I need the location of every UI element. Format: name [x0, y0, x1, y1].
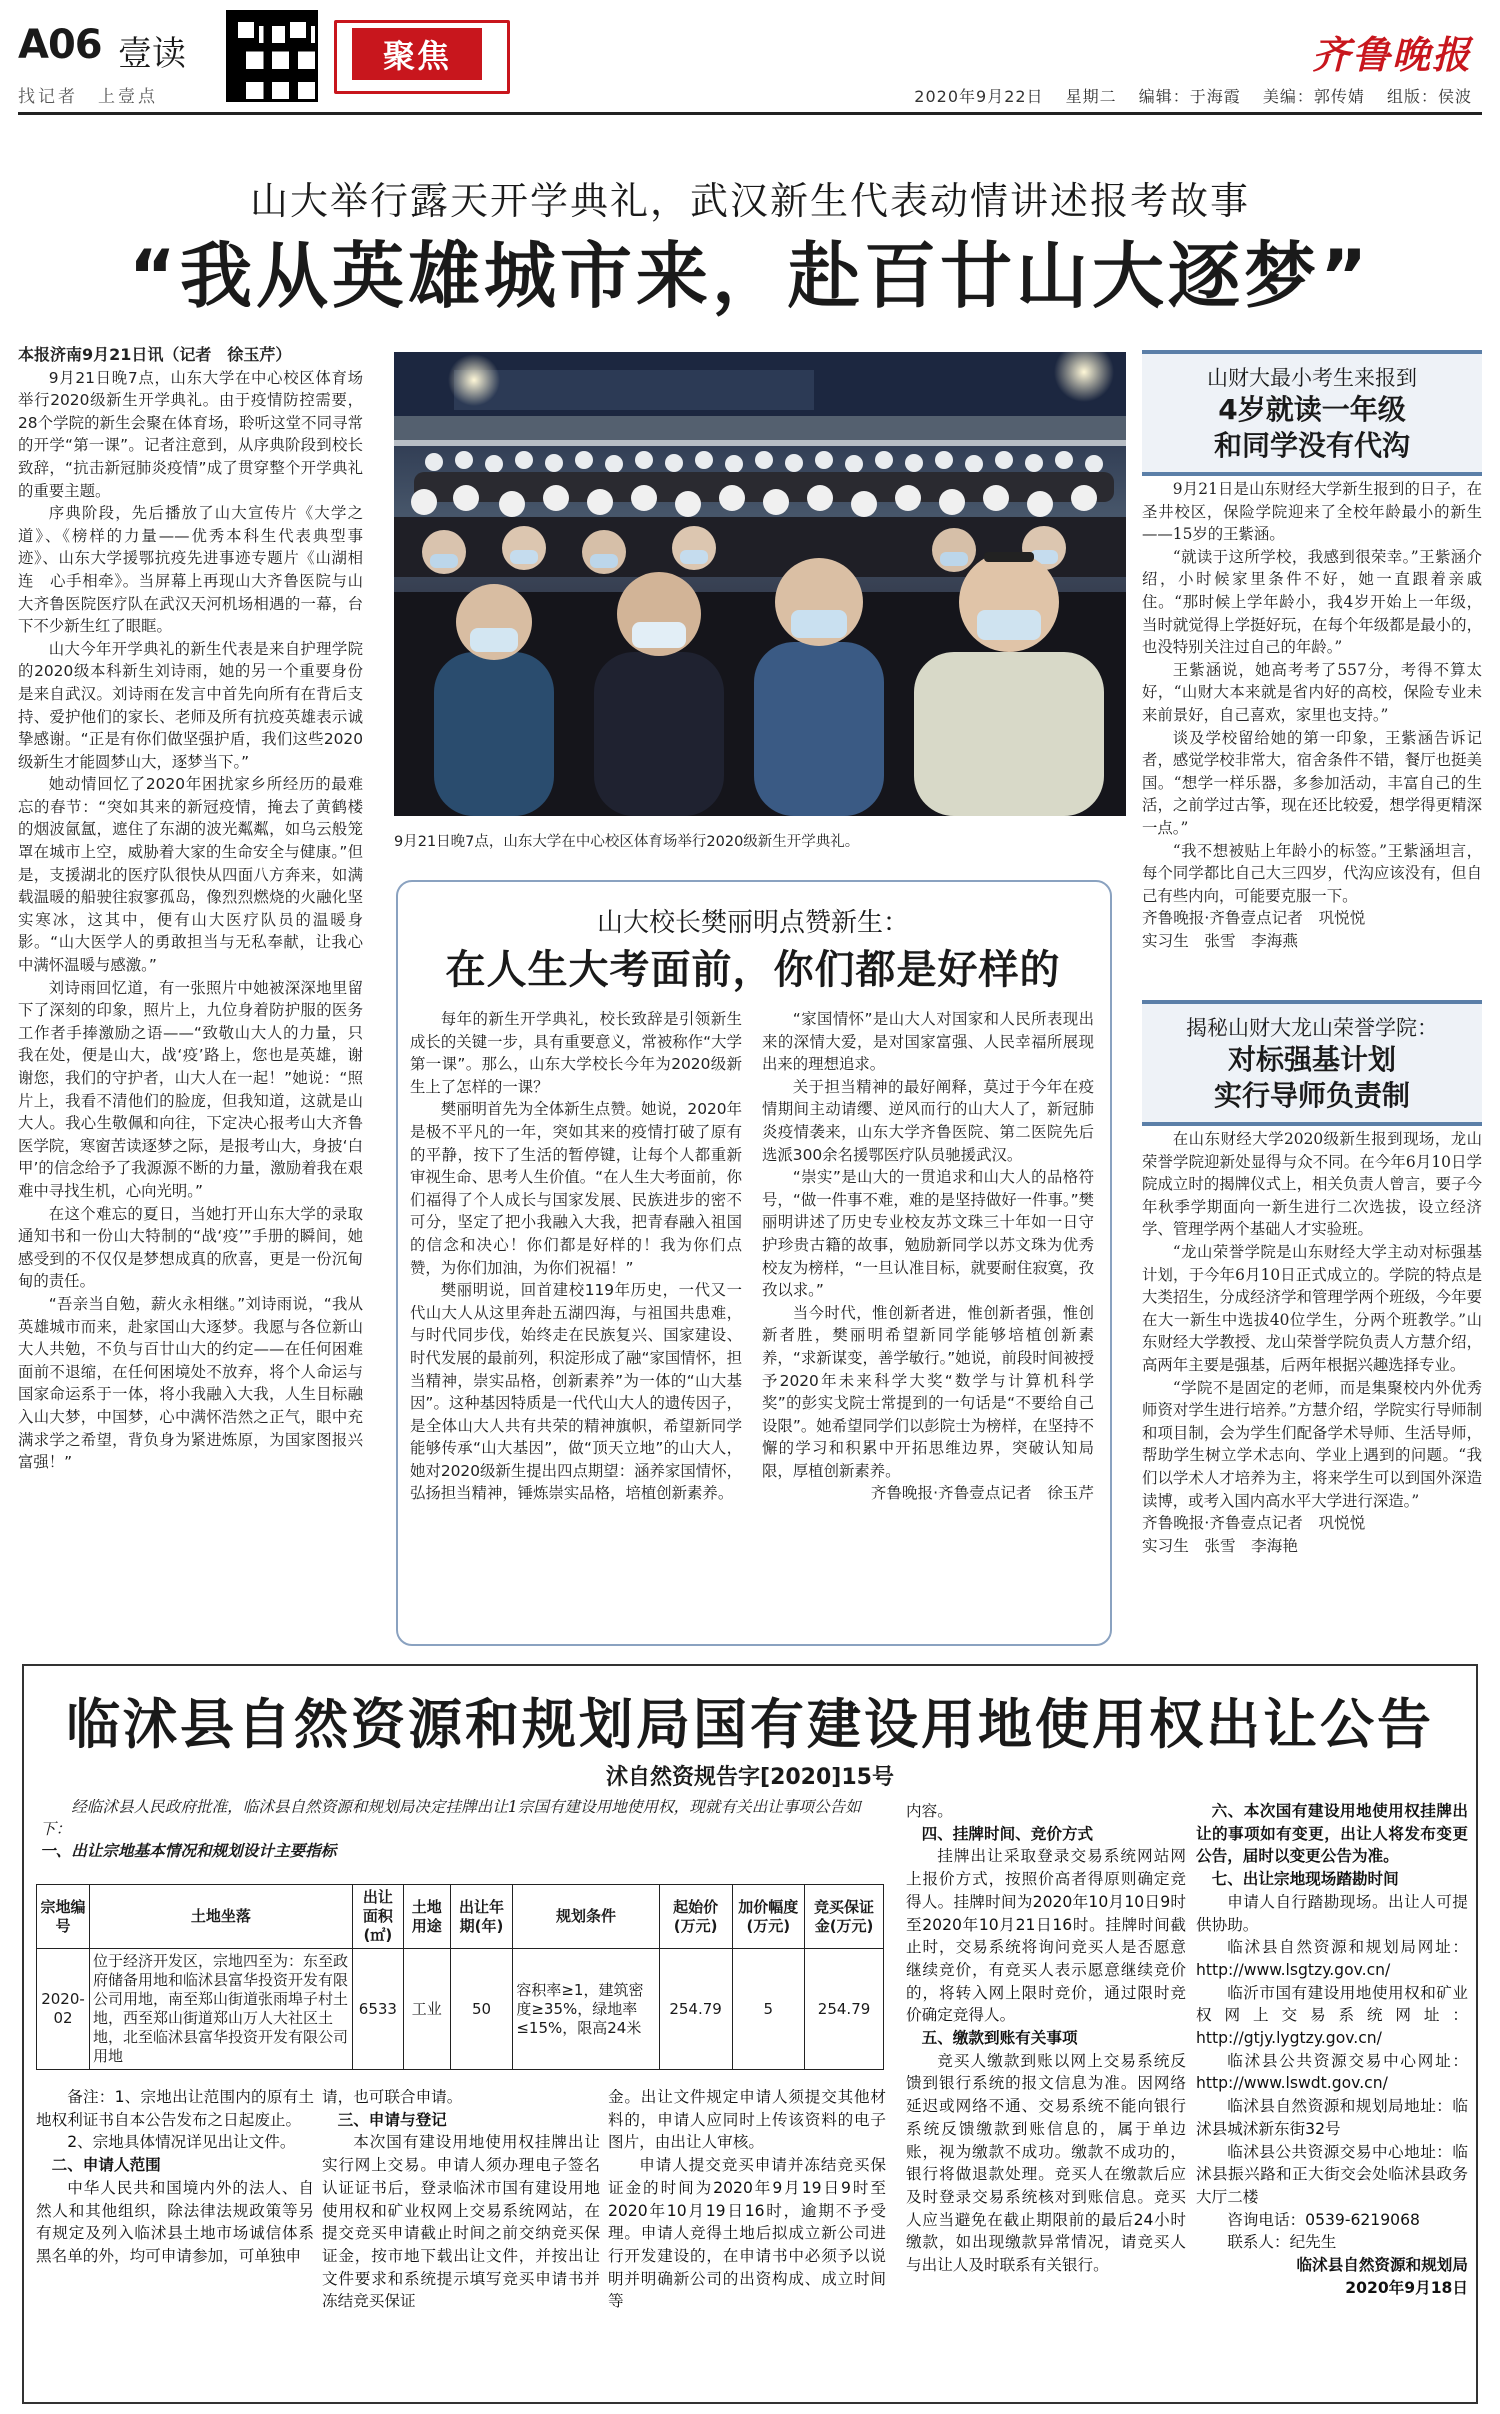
masthead-logo: 齐鲁晚报	[1311, 32, 1472, 77]
parcel-term: 50	[450, 1949, 513, 2070]
notice-section-heading: 五、缴款到账有关事项	[921, 2029, 1078, 2048]
column-header: 出让面积(㎡)	[352, 1885, 403, 1949]
inner-paragraph: “崇实”是山大的一贯追求和山大人的品格符号，“做一件事不难，难的是坚持做好一件事。”樊丽明讲述了历史专业校友苏文珠三十年如一日守护珍贵古籍的故事，勉励新同学以苏文珠为优秀校友为榜样，“一旦认准目标，就要耐住寂寞，孜孜以求。”	[762, 1168, 1094, 1300]
notice-title: 临沭县自然资源和规划局国有建设用地使用权出让公告	[66, 1693, 1434, 1756]
sidebar2-credit: 齐鲁晚报·齐鲁壹点记者 巩悦悦	[1142, 1514, 1366, 1533]
sidebar1-paragraph: 谈及学校留给她的第一印象，王紫涵告诉记者，感觉学校非常大，宿舍条件不错，餐厅也挺美国。“想学一样乐器，多参加活动，丰富自己的生活，之前学过古筝，现在还比较爱，想学得更精深一点。”	[1142, 728, 1482, 837]
notice-column-3	[608, 2086, 886, 2396]
parcel-deposit: 254.79	[805, 1949, 884, 2070]
inner-paragraph: 当今时代，惟创新者进，惟创新者强，惟创新者胜，樊丽明希望新同学能够培植创新素养，“求新谋变，善学敏行。”她说，前段时间被授予2020年未来科学大奖“数学与计算机科学奖”的彭实戈院士常提到的一句话是“不要给自己设限”。她希望同学们以彭院士为榜样，在坚持不懈的学习和积累中开拓思维边界，突破认知局限，厚植创新素养。	[762, 1303, 1094, 1480]
qr-code-icon[interactable]	[226, 10, 318, 102]
proofreader-credit: 组版：侯波	[1386, 87, 1472, 106]
issue-meta	[898, 84, 1472, 107]
notice-intro: 经临沭县人民政府批准，临沭县自然资源和规划局决定挂牌出让1宗国有建设用地使用权，现就有关出让事项公告如下：	[40, 1798, 861, 1838]
land-parcel-table	[36, 1884, 884, 2070]
column-header: 规划条件	[513, 1885, 659, 1949]
photo-caption: 9月21日晚7点，山东大学在中心校区体育场举行2020级新生开学典礼。	[394, 834, 860, 850]
column-header: 宗地编号	[37, 1885, 90, 1949]
notice-intro-block	[40, 1796, 890, 1862]
sidebar1-paragraph: 9月21日是山东财经大学新生报到的日子，在圣井校区，保险学院迎来了全校年龄最小的新生——15岁的王紫涵。	[1142, 480, 1482, 544]
section-name: 壹读	[118, 34, 186, 74]
sidebar2-paragraph: “学院不是固定的老师，而是集聚校内外优秀师资对学生进行培养。”方慧介绍，学院实行导师制和项目制，会为学生们配备学术导师、生活导师，帮助学生树立学术志向、学业上遇到的问题。“我们以学术人才培养为主，将来学生可以到国外深造读博，或考入国内高水平大学进行深造。”	[1142, 1378, 1482, 1510]
article-paragraph: 她动情回忆了2020年困扰家乡所经历的最难忘的春节：“突如其来的新冠疫情，掩去了黄鹤楼的烟波氤氲，遮住了东湖的波光粼粼，如乌云般笼罩在城市上空，威胁着大家的生命安全与健康。”但是，支援湖北的医疗队很快从四面八方奔来，如满载温暖的船驶往寂寥孤岛，像烈烈燃烧的火融化坚实寒冰，这其中，便有山大医疗队员的温暖身影。“山大医学人的勇敢担当与无私奉献，让我心中满怀温暖与感激。”	[18, 775, 363, 975]
sidebar1-paragraph: “就读于这所学校，我感到很荣幸。”王紫涵介绍，小时候家里条件不好，她一直跟着亲戚住。“那时候上学年龄小，我4岁开始上一年级，当时就觉得上学挺好玩，在每个年级都是最小的，也没特别关注过自己的年龄。”	[1142, 547, 1482, 657]
sidebar2-title-line2: 实行导师负责制	[1213, 1079, 1410, 1112]
art-editor-credit: 美编：郭传婧	[1262, 87, 1365, 106]
sidebar1-paragraph: “我不想被贴上年龄小的标签。”王紫涵坦言，每个同学都比自己大三四岁，代沟应该没有，但自己有些内向，可能要克服一下。	[1142, 841, 1482, 905]
article-headline: “我从英雄城市来，赴百廿山大逐梦”	[128, 234, 1372, 318]
notice-section-heading: 七、出让宗地现场踏勘时间	[1211, 1870, 1399, 1889]
column-header: 加价幅度(万元)	[732, 1885, 805, 1949]
notice-column-4	[906, 1800, 1186, 2396]
column-header: 竞买保证金(万元)	[805, 1885, 884, 1949]
inner-paragraph: 关于担当精神的最好阐释，莫过于今年在疫情期间主动请缨、逆风而行的山大人了，新冠肺炎疫情袭来，山东大学齐鲁医院、第二医院先后选派300余名援鄂医疗队员驰援武汉。	[762, 1077, 1094, 1164]
inner-article-column-1	[410, 1008, 742, 1628]
notice-paragraph: 咨询电话：0539-6219068	[1227, 2210, 1420, 2229]
inner-paragraph: 樊丽明说，回首建校119年历史，一代又一代山大人从这里奔赴五湖四海，与祖国共患难，与时代同步伐，始终走在民族复兴、国家建设、时代发展的最前列，积淀形成了融“家国情怀，担当精神，崇实品格，创新素养”为一体的“山大基因”。这种基因特质是一代代山大人的遗传因子，是全体山大人共有共荣的精神旗帜，希望新同学能够传承“山大基因”，做“顶天立地”的山大人，她对2020级新生提出四点期望：涵养家国情怀，弘扬担当精神，锤炼崇实品格，培植创新素养。	[410, 1281, 742, 1503]
sidebar2-title-box	[1142, 1000, 1482, 1126]
column-header: 土地用途	[403, 1885, 450, 1949]
article-paragraph: 山大今年开学典礼的新生代表是来自护理学院的2020级本科新生刘诗雨，她的另一个重要身份是来自武汉。刘诗雨在发言中首先向所有在背后支持、爱护他们的家长、老师及所有抗疫英雄表示诚挚感谢。“正是有你们做坚强护盾，我们这些2020级新生才能圆梦山大，逐梦当下。”	[18, 639, 363, 771]
notice-paragraph: 临沭县公共资源交易中心网址：http://www.lswdt.gov.cn/	[1196, 2051, 1468, 2093]
article-paragraph: 在这个难忘的夏日，当她打开山东大学的录取通知书和一份山大特制的“战‘疫’”手册的瞬间，她感受到的不仅仅是梦想成真的欣喜，更是一份沉甸甸的责任。	[18, 1204, 363, 1291]
article-kicker: 山大举行露天开学典礼，武汉新生代表动情讲述报考故事	[249, 179, 1250, 223]
table-header-row	[37, 1885, 884, 1949]
notice-number: 沭自然资规告字[2020]15号	[606, 1765, 894, 1790]
article-paragraph: 9月21日晚7点，山东大学在中心校区体育场举行2020级新生开学典礼。由于疫情防控需要，28个学院的新生会聚在体育场，聆听这堂不同寻常的开学“第一课”。记者注意到，从序典阶段到校长致辞，“抗击新冠肺炎疫情”成了贯穿整个开学典礼的重要主题。	[18, 368, 363, 500]
notice-section-heading: 六、本次国有建设用地使用权挂牌出让的事项如有变更，出让人将发布变更公告，届时以变更公告为准。	[1196, 1802, 1468, 1866]
notice-column-1	[36, 2086, 314, 2396]
notice-paragraph: 金。出让文件规定申请人须提交其他材料的，申请人应同时上传该资料的电子图片，由出让人审核。	[608, 2088, 886, 2152]
issue-date: 2020年9月22日	[914, 87, 1044, 106]
header-rule	[18, 112, 1482, 115]
ceremony-photo	[394, 352, 1126, 816]
notice-signature: 临沭县自然资源和规划局	[1296, 2256, 1468, 2275]
notice-paragraph: 临沂市国有建设用地使用权和矿业权网上交易系统网址：http://gtjy.lygtzy.gov.cn/	[1196, 1983, 1468, 2048]
notice-paragraph: 临沭县公共资源交易中心地址：临沭县振兴路和正大街交会处临沭县政务大厅二楼	[1196, 2142, 1468, 2206]
column-header: 土地坐落	[89, 1885, 352, 1949]
notice-column-2	[322, 2086, 600, 2396]
sidebar1-credit-interns: 实习生 张雪 李海燕	[1142, 931, 1298, 950]
sidebar1-credit: 齐鲁晚报·齐鲁壹点记者 巩悦悦	[1142, 909, 1366, 928]
sidebar1-title-line1: 4岁就读一年级	[1218, 393, 1406, 426]
notice-section1-heading: 一、出让宗地基本情况和规划设计主要指标	[40, 1841, 337, 1860]
sidebar2-credit-interns: 实习生 张雪 李海艳	[1142, 1536, 1298, 1555]
sidebar2-body	[1142, 1128, 1482, 1636]
parcel-location: 位于经济开发区，宗地四至为：东至政府储备用地和临沭县富华投资开发有限公司用地，南至郑山街道张雨埠子村土地，西至郑山街道郑山万人大社区土地，北至临沭县富华投资开发有限公司用地	[89, 1949, 352, 2070]
sidebar1-body	[1142, 478, 1482, 990]
parcel-planning: 容积率≥1，建筑密度≥35%，绿地率≤15%，限高24米	[513, 1949, 659, 2070]
inner-article-title: 在人生大考面前，你们都是好样的	[445, 947, 1061, 993]
notice-column-5	[1196, 1800, 1468, 2396]
column-header: 出让年期(年)	[450, 1885, 513, 1949]
notice-paragraph: 临沭县自然资源和规划局地址：临沭县城沭新东街32号	[1196, 2097, 1468, 2138]
sidebar1-title-box	[1142, 350, 1482, 476]
notice-paragraph: 申请人提交竞买申请并冻结竞买保证金的时间为2020年9月19日9时至2020年10月19日16时，逾期不予受理。申请人竞得土地后拟成立新公司进行开发建设的，在申请书中必须予以说明并明确新公司的出资构成、成立时间等	[608, 2156, 886, 2311]
notice-paragraph: 联系人：纪先生	[1227, 2233, 1337, 2252]
ceremony-crowd-illustration	[394, 352, 1126, 816]
sidebar2-title-line1: 对标强基计划	[1227, 1043, 1396, 1076]
issue-weekday: 星期二	[1065, 87, 1117, 106]
page-number: A06	[18, 22, 102, 68]
column-header: 起始价(万元)	[659, 1885, 732, 1949]
notice-paragraph: 临沭县自然资源和规划局网址：http://www.lsgtzy.gov.cn/	[1196, 1938, 1468, 1979]
notice-paragraph: 竞买人缴款到账以网上交易系统反馈到银行系统的报文信息为准。因网络延迟或网络不通、交易系统不能向银行系统反馈缴款到账信息的，属于单边账，视为缴款不成功。缴款不成功的，银行将做退款处理。竞买人在缴款后应及时登录交易系统核对到账信息。竞买人应当避免在截止期限前的最后24小时缴款，如出现缴款异常情况，请竞买人与出让人及时联系有关银行。	[906, 2051, 1186, 2275]
tagline: 找记者 上壹点	[18, 87, 158, 107]
notice-paragraph: 请，也可联合申请。	[322, 2088, 463, 2106]
main-article-body	[18, 344, 363, 1634]
parcel-id: 2020-02	[37, 1949, 90, 2070]
notice-section-heading: 四、挂牌时间、竞价方式	[921, 1824, 1094, 1843]
article-paragraph: 刘诗雨回忆道，有一张照片中她被深深地里留下了深刻的印象，照片上，九位身着防护服的医务工作者手捧激励之语——“致敬山大人的力量，只我在处，便是山大，战‘疫’路上，您也是英雄，谢谢您，我们的守护者，山大人在一起！”她说：“照片上，我看不清他们的脸庞，但我知道，这就是山大人。我心生敬佩和向往，下定决心报考山大齐鲁医学院，寒窗苦读逐梦之际，是报考山大，身披‘白甲’的信念给予了我源源不断的力量，激励着我在艰难中寻找生机，心向光明。”	[18, 978, 363, 1200]
parcel-usage: 工业	[403, 1949, 450, 2070]
inner-paragraph: 每年的新生开学典礼，校长致辞是引领新生成长的关键一步，具有重要意义，常被称作“大学第一课”。那么，山东大学校长今年为2020级新生上了怎样的一课？	[410, 1010, 742, 1096]
parcel-start-price: 254.79	[659, 1949, 732, 2070]
notice-paragraph: 内容。	[906, 1802, 953, 1820]
inner-article-column-2	[762, 1008, 1094, 1628]
notice-section-heading: 三、申请与登记	[337, 2110, 447, 2129]
notice-paragraph: 挂牌出让采取登录交易系统网站网上报价方式，按照价高者得原则确定竞得人。挂牌时间为2020年10月10日9时至2020年10月21日16时。挂牌时间截止时，交易系统将询问竞买人是否愿意继续竞价，有竞买人表示愿意继续竞价的，将转入网上限时竞价，通过限时竞价确定竞得人。	[906, 1847, 1186, 2025]
parcel-increment: 5	[732, 1949, 805, 2070]
notice-paragraph: 本次国有建设用地使用权挂牌出让实行网上交易。申请人须办理电子签名认证证书后，登录临沭市国有建设用地使用权和矿业权网上交易系统网站，在提交竞买申请截止时间之前交纳竞买保证金，按市地下载出让文件，并按出让文件要求和系统提示填写竞买申请书并冻结竞买保证	[322, 2133, 600, 2311]
table-row	[37, 1949, 884, 2070]
sidebar1-title-line2: 和同学没有代沟	[1213, 429, 1410, 462]
sidebar1-subtitle: 山财大最小考生来报到	[1207, 366, 1417, 390]
notice-section-heading: 二、申请人范围	[51, 2156, 161, 2175]
notice-paragraph: 申请人自行踏勘现场。出让人可提供协助。	[1196, 1892, 1468, 1934]
focus-label: 聚焦	[352, 28, 482, 80]
inner-article-subtitle: 山大校长樊丽明点赞新生：	[596, 908, 909, 938]
article-dateline: 本报济南9月21日讯（记者 徐玉芹）	[18, 345, 292, 364]
sidebar2-paragraph: 在山东财经大学2020级新生报到现场，龙山荣誉学院迎新处显得与众不同。在今年6月10日学院成立时的揭牌仪式上，相关负责人曾言，要子今年秋季学期面向一新生进行二次选拔，设立经济学、管理学两个基础人才实验班。	[1142, 1130, 1482, 1239]
article-paragraph: 序典阶段，先后播放了山大宣传片《大学之道》、《榜样的力量——优秀本科生代表典型事迹》、山东大学援鄂抗疫先进事迹专题片《山湖相连 心手相牵》。当屏幕上再现山大齐鲁医院与山大齐鲁医院医疗队在武汉天河机场相遇的一幕，台下不少新生红了眼眶。	[18, 504, 363, 636]
inner-paragraph: 樊丽明首先为全体新生点赞。她说，2020年是极不平凡的一年，突如其来的疫情打破了原有的平静，按下了生活的暂停键，让每个人都重新审视生命、思考人生价值。“在人生大考面前，你们福得了个人成长与国家发展、民族进步的密不可分，坚定了把小我融入大我，把青春融入祖国的信念和决心！你们都是好样的！我为你们点赞，为你们加油，为你们祝福！”	[410, 1100, 742, 1277]
notice-paragraph: 备注：1、宗地出让范围内的原有土地权利证书自本公告发布之日起废止。	[36, 2088, 314, 2129]
sidebar1-paragraph: 王紫涵说，她高考考了557分，考得不算太好，“山财大本来就是省内好的高校，保险专业未来前景好，自己喜欢，家里也支持。”	[1142, 660, 1482, 724]
inner-article-credit: 齐鲁晚报·齐鲁壹点记者 徐玉芹	[870, 1484, 1094, 1503]
sidebar2-subtitle: 揭秘山财大龙山荣誉学院：	[1186, 1016, 1438, 1040]
notice-paragraph: 中华人民共和国境内外的法人、自然人和其他组织，除法律法规政策等另有规定及列入临沭县土地市场诚信体系黑名单的外，均可申请参加，可单独申	[36, 2178, 314, 2265]
notice-signature: 2020年9月18日	[1345, 2278, 1468, 2297]
article-paragraph: “吾亲当自勉，薪火永相继。”刘诗雨说，“我从英雄城市而来，赴家国山大逐梦。我愿与各位新山大人共勉，不负与百廿山大的约定——在任何困难面前不退缩，在任何困境处不放弃，将个人命运与国家命运系于一体，将小我融入大我，人生目标融入山大梦，中国梦，心中满怀浩然之正气，眼中充满求学之希望，背负身为紧进炼原，为国家图报兴富强！”	[18, 1294, 363, 1472]
notice-paragraph: 2、宗地具体情况详见出让文件。	[67, 2133, 296, 2152]
sidebar2-paragraph: “龙山荣誉学院是山东财经大学主动对标强基计划，于今年6月10日正式成立的。学院的特点是大类招生，分成经济学和管理学两个班级，今年要在大一新生中选拔40位学生，分两个班教学。”山东财经大学教授、龙山荣誉学院负责人方慧介绍，高两年主要是强基，后两年根据兴趣选择专业。	[1142, 1242, 1482, 1374]
editor-credit: 编辑：于海霞	[1138, 87, 1241, 106]
inner-paragraph: “家国情怀”是山大人对国家和人民所表现出来的深情大爱，是对国家富强、人民幸福所展现出来的理想追求。	[762, 1010, 1094, 1074]
parcel-area: 6533	[352, 1949, 403, 2070]
